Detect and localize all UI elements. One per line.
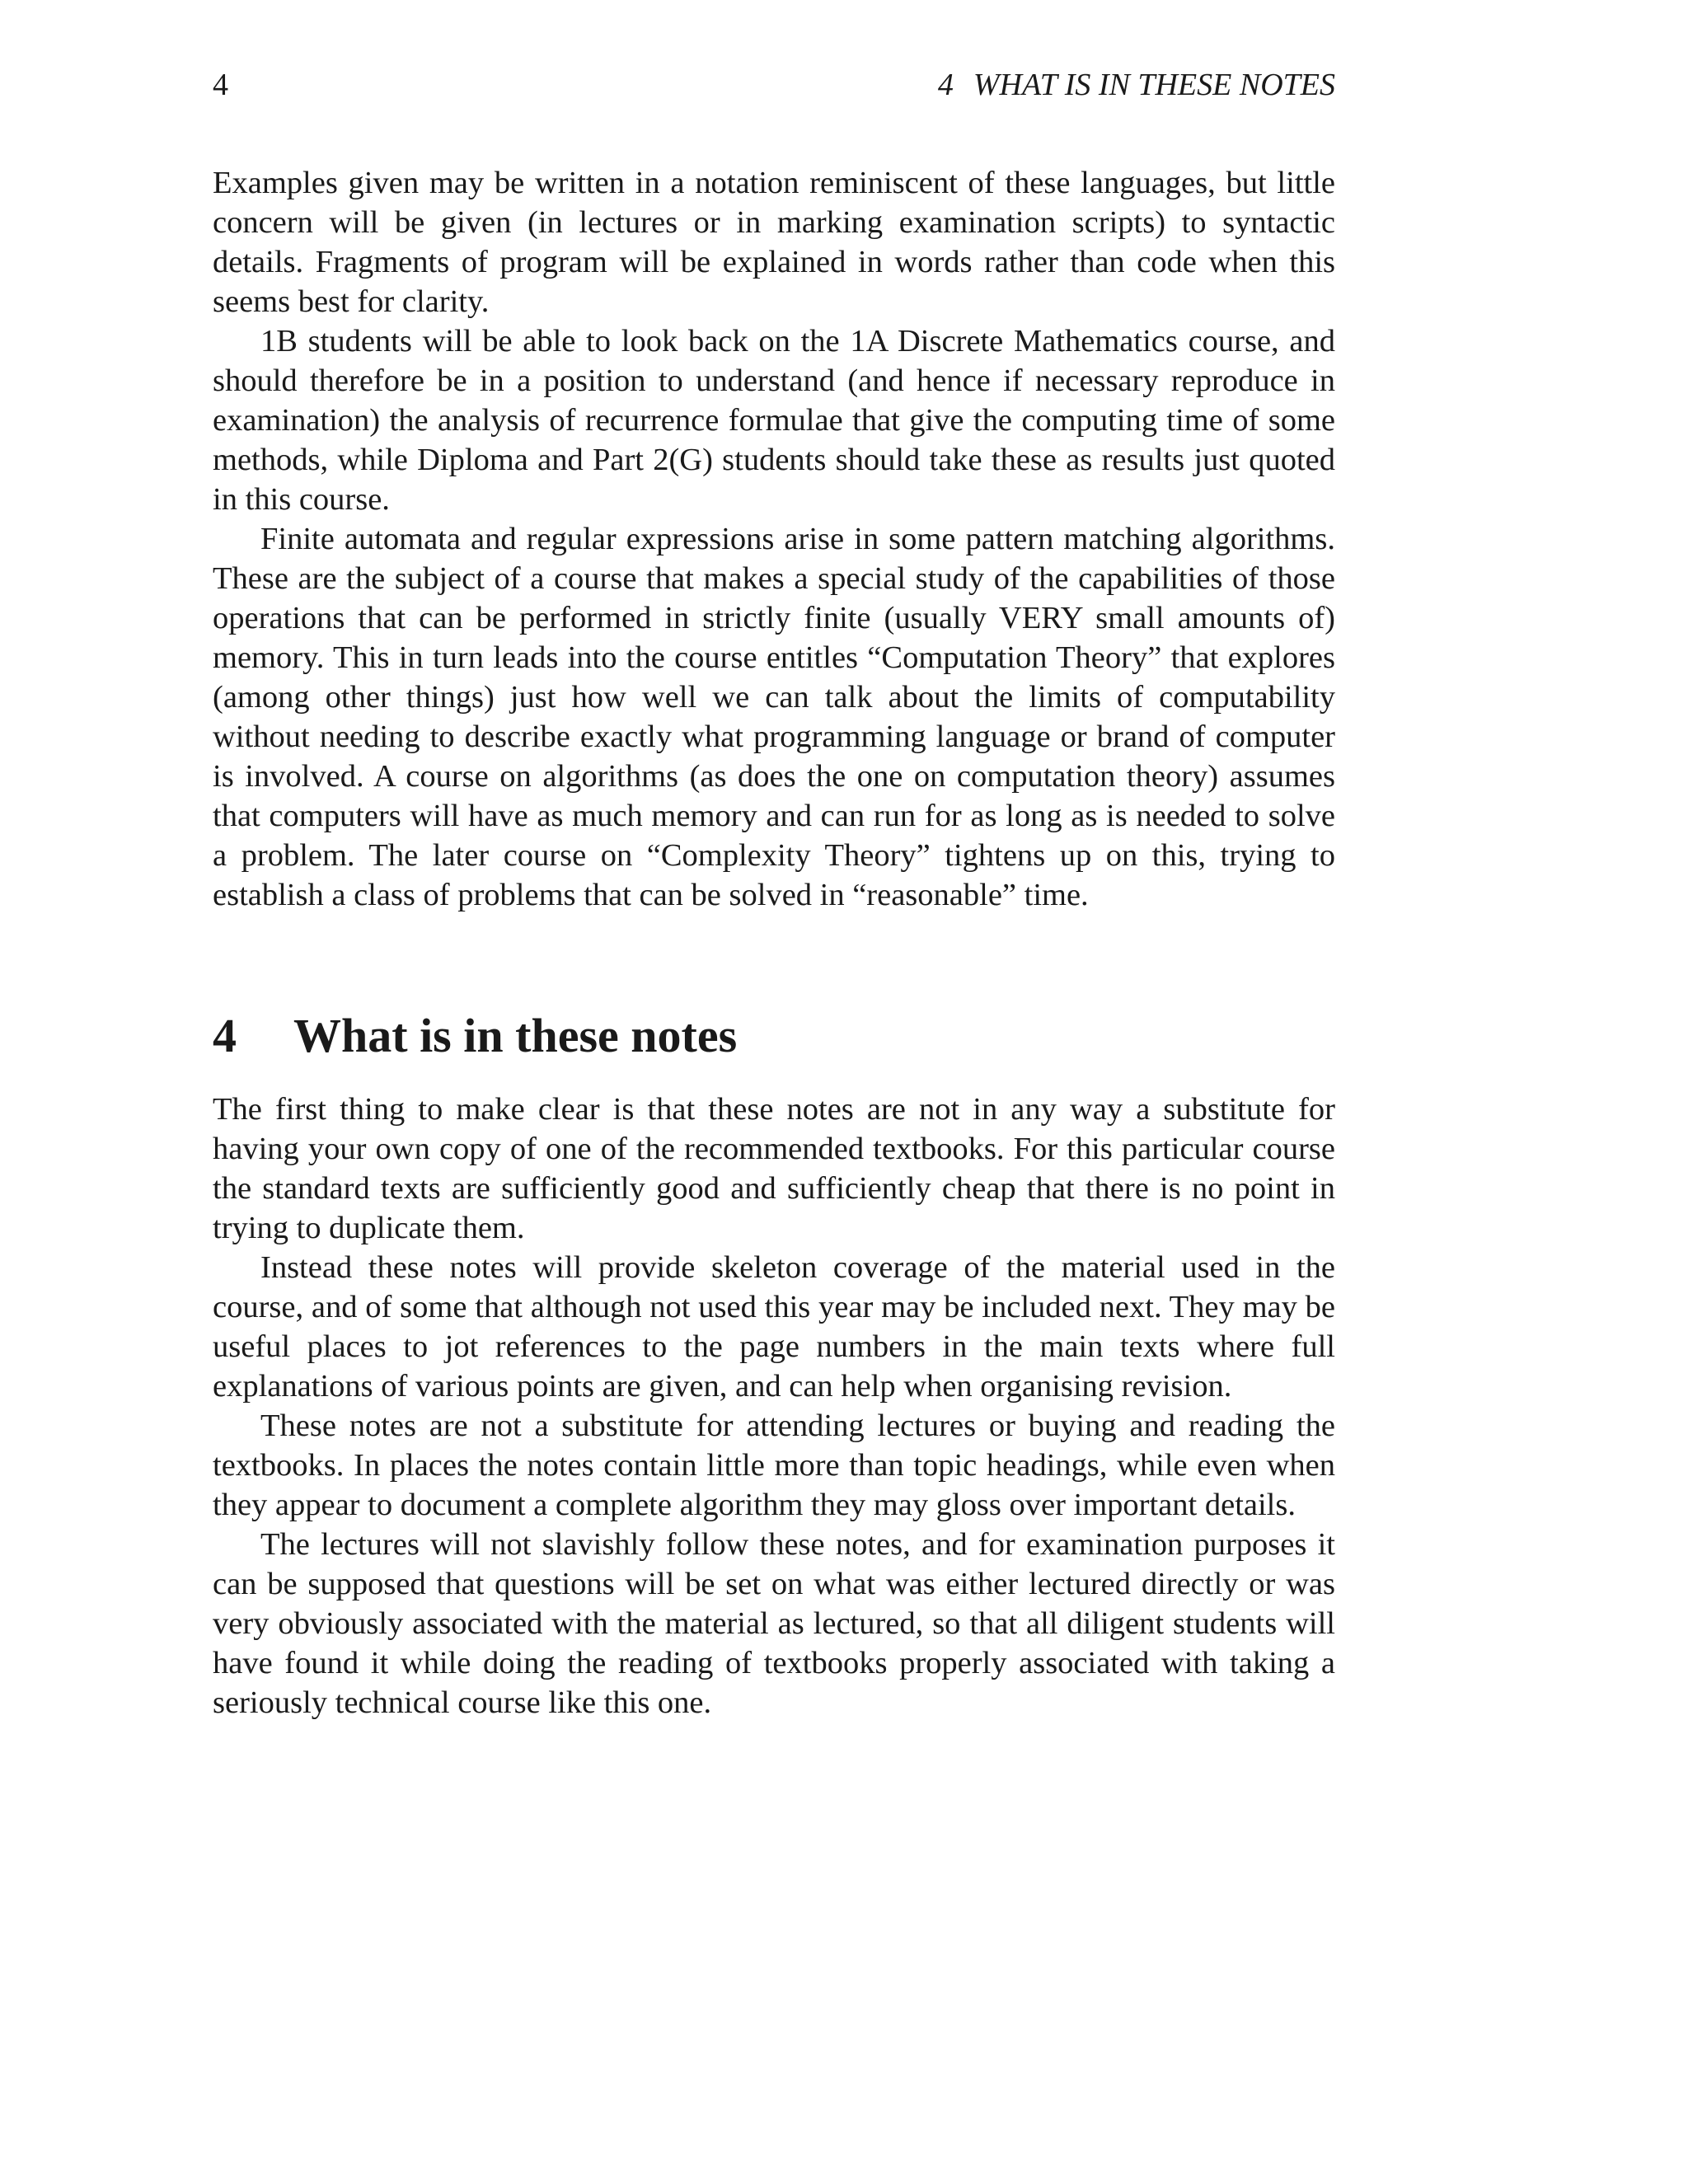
running-title-text: WHAT IS IN THESE NOTES [973, 68, 1335, 102]
section-title: What is in these notes [293, 1009, 738, 1062]
paragraph: Examples given may be written in a notation reminiscent of these languages, but little concern will be given (in lectures or in marking examination scripts) to syntactic details. Fragments of program will be explained in words rather than code when this seems best for clarity. [213, 166, 1335, 319]
paragraph: 1B students will be able to look back on the 1A Discrete Mathematics course, and should therefore be in a position to understand (and hence if necessary reproduce in examination) the analysis of recurrence formulae that give the computing time of some methods, while Diploma and Part 2(G) students should take these as results just quoted in this course. [213, 324, 1335, 517]
intro-text-block [213, 163, 1335, 915]
page-number: 4 [213, 68, 228, 102]
section-number: 4 [213, 1009, 237, 1062]
paragraph: Instead these notes will provide skeleton coverage of the material used in the course, and of some that although not used this year may be included next. They may be useful places to jot references to the page numbers in the main texts where full explanations of various points are given, and can help when organising revision. [213, 1250, 1335, 1404]
paragraph: The lectures will not slavishly follow these notes, and for examination purposes it can be supposed that questions will be set on what was either lectured directly or was very obviously associated with the material as lectured, so that all diligent students will have found it while doing the reading of textbooks properly associated with taking a seriously technical course like this one. [213, 1527, 1335, 1720]
section-heading [213, 1007, 1335, 1065]
running-title [938, 64, 1335, 105]
running-title-section-number: 4 [937, 68, 954, 102]
section-text-block [213, 1090, 1335, 1722]
running-head [213, 64, 1335, 105]
paragraph: The first thing to make clear is that these notes are not in any way a substitute for having your own copy of one of the recommended textbooks. For this particular course the standard texts are sufficiently good and sufficiently cheap that there is no point in trying to duplicate them. [213, 1092, 1335, 1245]
paragraph: These notes are not a substitute for attending lectures or buying and reading the textbooks. In places the notes contain little more than topic headings, while even when they appear to document a complete algorithm they may gloss over important details. [213, 1408, 1335, 1522]
paragraph: Finite automata and regular expressions arise in some pattern matching algorithms. These are the subject of a course that makes a special study of the capabilities of those operations that can be performed in strictly finite (usually VERY small amounts of) memory. This in turn leads into the course entitles “Computation Theory” that explores (among other things) just how well we can talk about the limits of computability without needing to describe exactly what programming language or brand of computer is involved. A course on algorithms (as does the one on computation theory) assumes that computers will have as much memory and can run for as long as is needed to solve a problem. The later course on “Complexity Theory” tightens up on this, trying to establish a class of problems that can be solved in “reasonable” time. [213, 522, 1335, 912]
